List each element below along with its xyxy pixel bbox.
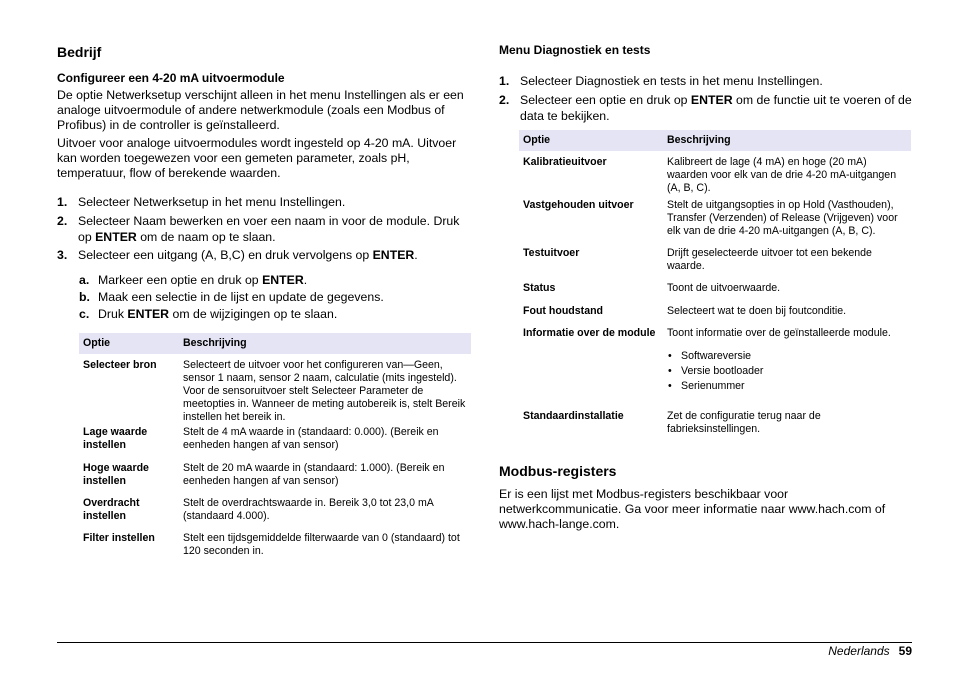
- list-item: • Softwareversie: [667, 349, 907, 364]
- diagnostics-options-table: [519, 130, 911, 438]
- step-number: 1.: [57, 195, 68, 209]
- description-cell: Stelt een tijdsgemiddelde filterwaarde van 0 (standaard) tot 120 seconden in.: [183, 532, 460, 557]
- step-number: 3.: [57, 248, 68, 262]
- column-header-description: Beschrijving: [663, 130, 911, 151]
- table-header-row: [519, 130, 911, 151]
- step-text: Selecteer een optie en druk op ENTER om de functie uit te voeren of de data te bekijken.: [520, 93, 912, 123]
- option-cell: Vastgehouden uitvoer: [523, 199, 634, 211]
- section-heading-bedrijf: Bedrijf: [57, 44, 102, 60]
- option-cell: Overdracht instellen: [83, 497, 140, 522]
- page-footer: [828, 644, 912, 658]
- option-cell: Lage waarde instellen: [83, 426, 148, 451]
- table-header-row: [79, 333, 471, 354]
- substep-text: Druk ENTER om de wijzigingen op te slaan.: [98, 307, 338, 321]
- step-number: 1.: [499, 74, 510, 88]
- footer-divider: [57, 642, 912, 643]
- table-row: [519, 247, 911, 282]
- option-cell: Status: [523, 282, 556, 294]
- option-cell: Standaardinstallatie: [523, 410, 624, 422]
- table-row: [79, 354, 471, 426]
- step-text: Selecteer Diagnostiek en tests in het menu Instellingen.: [520, 74, 823, 88]
- enter-key-label: ENTER: [262, 273, 304, 287]
- substep-text: Markeer een optie en druk op ENTER.: [98, 273, 308, 287]
- option-cell: Selecteer bron: [83, 359, 157, 371]
- description-cell: Selecteert wat te doen bij foutconditie.: [667, 305, 847, 317]
- step-text: Selecteer Naam bewerken en voer een naam in voor de module. Druk op ENTER om de naam op te slaan.: [78, 214, 460, 244]
- subheading-diagnostics: Menu Diagnostiek en tests: [499, 43, 651, 57]
- column-header-description: Beschrijving: [179, 333, 471, 354]
- enter-key-label: ENTER: [372, 248, 415, 262]
- module-info-text: Toont informatie over de geïnstalleerde module.: [667, 327, 891, 339]
- column-header-option: Optie: [519, 130, 663, 151]
- description-cell: Zet de configuratie terug naar de fabrieksinstellingen.: [667, 410, 821, 435]
- modbus-paragraph: Er is een lijst met Modbus-registers beschikbaar voor netwerkcommunicatie. Ga voor meer informatie naar www.hach.com of www.hach-lange.com.: [499, 487, 886, 531]
- output-paragraph: Uitvoer voor analoge uitvoermodules wordt ingesteld op 4-20 mA. Uitvoer kan worden toegewezen voor een gemeten parameter, zoals pH, temperatuur, flow of berekende waarden.: [57, 136, 457, 180]
- option-cell: Filter instellen: [83, 532, 155, 544]
- description-cell: Kalibreert de lage (4 mA) en hoge (20 mA) waarden voor elk van de drie 4-20 mA-uitgangen (A, B, C).: [667, 156, 897, 194]
- enter-key-label: ENTER: [690, 93, 733, 107]
- step-text: Selecteer een uitgang (A, B,C) en druk vervolgens op ENTER.: [78, 248, 418, 262]
- substep-letter: a.: [79, 273, 90, 287]
- option-cell: Testuitvoer: [523, 247, 580, 259]
- table-row: [519, 327, 911, 410]
- table-row: [79, 532, 471, 558]
- table-row: [519, 305, 911, 327]
- list-item: • Versie bootloader: [667, 364, 907, 379]
- description-cell: [663, 327, 911, 410]
- option-cell: Informatie over de module: [523, 327, 656, 339]
- table-row: [79, 462, 471, 497]
- table-row: [519, 151, 911, 199]
- column-header-option: Optie: [79, 333, 179, 354]
- description-cell: Selecteert de uitvoer voor het configureren van—Geen, sensor 1 naam, sensor 2 naam, calculatie (mits ingesteld). Voor de sensoruitvoer stelt Selecteer Parameter de meetopties in. Wanneer de meting autobereik is, stelt Bereik instellen het bereik in.: [183, 359, 466, 423]
- intro-paragraph: De optie Netwerksetup verschijnt alleen in het menu Instellingen als er een analoge uitvoermodule of andere netwerkmodule (zoals een Modbus of Profibus) in de controller is geïnstalleerd.: [57, 88, 464, 132]
- description-cell: Stelt de 4 mA waarde in (standaard: 0.000). (Bereik en eenheden hangen af van sensor): [183, 426, 439, 451]
- table-row: [79, 497, 471, 532]
- option-cell: Hoge waarde instellen: [83, 462, 149, 487]
- subheading-configure-module: Configureer een 4-20 mA uitvoermodule: [57, 71, 285, 85]
- table-row: [519, 410, 911, 438]
- step-text: Selecteer Netwerksetup in het menu Instellingen.: [78, 195, 346, 209]
- enter-key-label: ENTER: [127, 307, 170, 321]
- module-info-list: [667, 349, 907, 394]
- option-cell: Fout houdstand: [523, 305, 604, 317]
- substep-letter: c.: [79, 307, 90, 321]
- step-number: 2.: [499, 93, 510, 107]
- substep-text: Maak een selectie in de lijst en update de gegevens.: [98, 290, 384, 304]
- description-cell: Stelt de overdrachtswaarde in. Bereik 3,0 tot 23,0 mA (standaard 4.000).: [183, 497, 434, 522]
- table-row: [519, 199, 911, 247]
- description-cell: Stelt de 20 mA waarde in (standaard: 1.000). (Bereik en eenheden hangen af van sensor): [183, 462, 445, 487]
- step-number: 2.: [57, 214, 68, 228]
- description-cell: Stelt de uitgangsopties in op Hold (Vasthouden), Transfer (Verzenden) of Release (Vrijgeven) voor elk van de drie 4-20 mA-uitgangen (A, B, C).: [667, 199, 898, 237]
- table-row: [79, 426, 471, 462]
- table-row: [519, 282, 911, 305]
- output-options-table: [79, 333, 471, 558]
- description-cell: Toont de uitvoerwaarde.: [667, 282, 781, 294]
- footer-language: Nederlands: [828, 644, 890, 658]
- enter-key-label: ENTER: [95, 230, 137, 244]
- list-item: • Serienummer: [667, 379, 907, 394]
- section-heading-modbus: Modbus-registers: [499, 463, 617, 479]
- substep-letter: b.: [79, 290, 90, 304]
- option-cell: Kalibratieuitvoer: [523, 156, 607, 168]
- description-cell: Drijft geselecteerde uitvoer tot een bekende waarde.: [667, 247, 872, 272]
- page-number: 59: [898, 644, 912, 658]
